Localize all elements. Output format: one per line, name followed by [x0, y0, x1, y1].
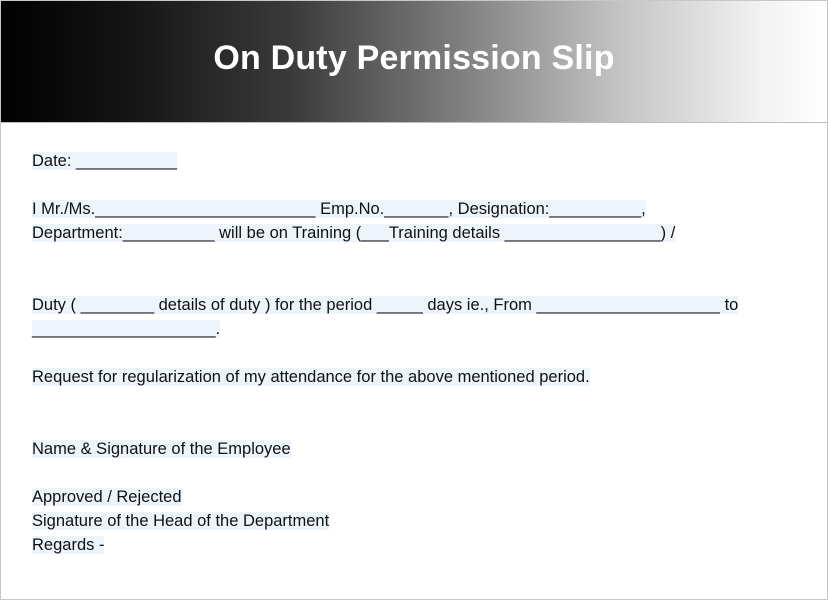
department-training-field[interactable]: Department:__________ will be on Training (___Training details _________________) /: [32, 224, 676, 242]
page-title: On Duty Permission Slip: [213, 39, 615, 77]
duty-line-continued: [32, 317, 220, 341]
date-field[interactable]: Date: ___________: [32, 152, 177, 170]
employee-name-line: [32, 197, 646, 221]
request-line: [32, 365, 590, 389]
duty-line: [32, 293, 738, 317]
approval-status: Approved / Rejected: [32, 488, 182, 506]
department-line: [32, 221, 675, 245]
request-text: Request for regularization of my attendance for the above mentioned period.: [32, 368, 590, 386]
employee-details-field[interactable]: I Mr./Ms.________________________ Emp.No._______, Designation:__________,: [32, 200, 646, 218]
duty-end-date-field[interactable]: ____________________.: [32, 320, 221, 338]
regards-line: [32, 533, 104, 557]
employee-signature-label: Name & Signature of the Employee: [32, 440, 291, 458]
hod-signature-line: [32, 509, 329, 533]
employee-signature-line: [32, 437, 291, 461]
header-banner: [1, 1, 827, 123]
duty-period-field[interactable]: Duty ( ________ details of duty ) for the period _____ days ie., From ____________________ to: [32, 296, 739, 314]
date-line: [32, 149, 177, 173]
approval-line: [32, 485, 182, 509]
hod-signature-label: Signature of the Head of the Department: [32, 512, 330, 530]
regards-label: Regards -: [32, 536, 105, 554]
